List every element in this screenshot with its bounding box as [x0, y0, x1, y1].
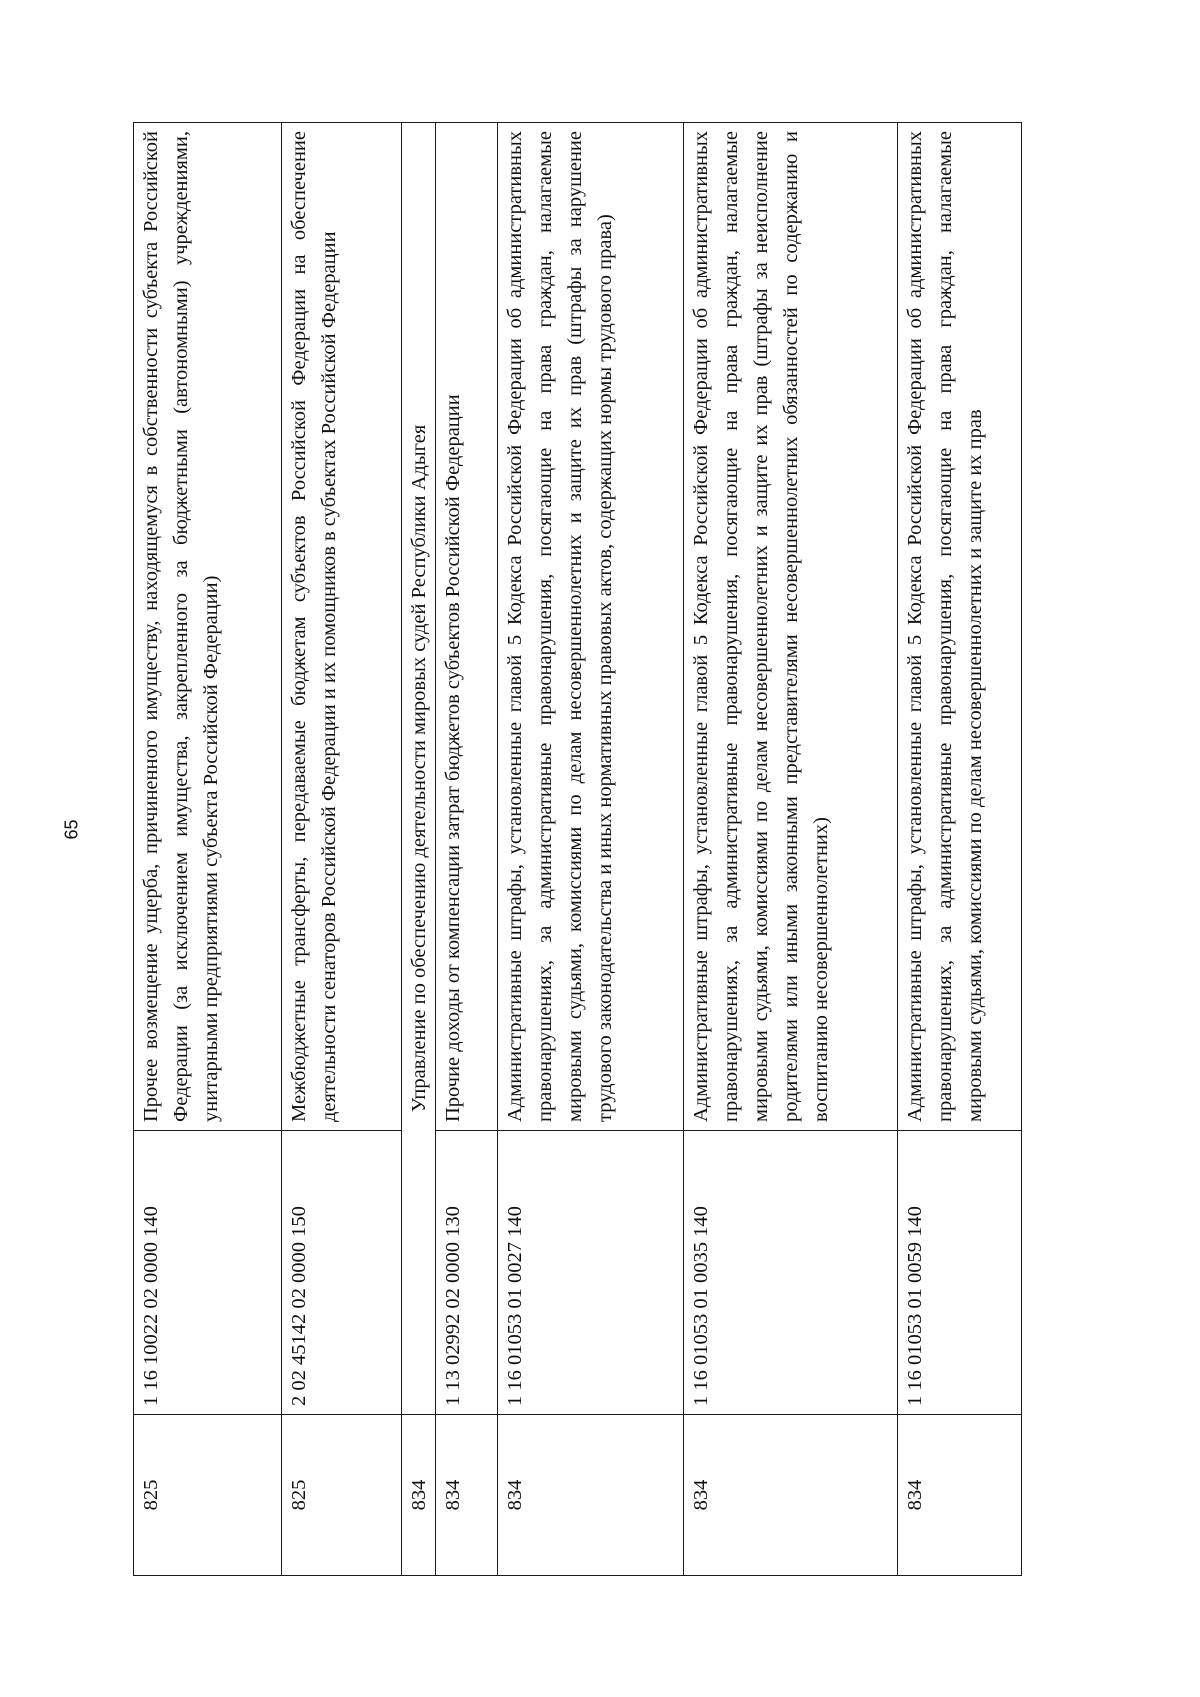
revenue-code-cell: 1 16 01053 01 0059 140 [898, 1131, 1022, 1415]
table-row [898, 123, 1022, 1576]
revenue-code-cell: 1 16 01053 01 0027 140 [498, 1131, 684, 1415]
section-header-cell: Управление по обеспечению деятельности мировых судей Республики Адыгея [402, 123, 436, 1415]
table-row [134, 123, 282, 1576]
table-row [282, 123, 402, 1576]
table-row-section-header [402, 123, 436, 1576]
revenue-code-cell: 1 16 10022 02 0000 140 [134, 1131, 282, 1415]
description-cell: Административные штрафы, установленные главой 5 Кодекса Российской Федерации об административных правонарушениях, за административные правонарушения, посягающие на права граждан, налагаемые мировыми судьями, комиссиями по делам несовершеннолетних и защите их прав (штрафы за нарушение трудового законодательства и иных нормативных правовых актов, содержащих нормы трудового права) [498, 123, 684, 1131]
agency-code-cell: 825 [282, 1415, 402, 1576]
description-cell: Межбюджетные трансферты, передаваемые бюджетам субъектов Российской Федерации на обеспечение деятельности сенаторов Российской Федерации и их помощников в субъектах Российской Федерации [282, 123, 402, 1131]
agency-code-cell: 834 [436, 1415, 498, 1576]
agency-code-cell: 834 [402, 1415, 436, 1576]
description-cell: Прочие доходы от компенсации затрат бюджетов субъектов Российской Федерации [436, 123, 498, 1131]
agency-code-cell: 834 [498, 1415, 684, 1576]
revenue-code-cell: 1 16 01053 01 0035 140 [684, 1131, 898, 1415]
table-row [498, 123, 684, 1576]
page-number: 65 [61, 819, 82, 840]
revenue-codes-table [133, 122, 1022, 1576]
description-cell: Административные штрафы, установленные главой 5 Кодекса Российской Федерации об административных правонарушениях, за административные правонарушения, посягающие на права граждан, налагаемые мировыми судьями, комиссиями по делам несовершеннолетних и защите их прав (штрафы за неисполнение родителями или иными законными представителями несовершеннолетних обязанностей по содержанию и воспитанию несовершеннолетних) [684, 123, 898, 1131]
agency-code-cell: 834 [898, 1415, 1022, 1576]
revenue-code-cell: 2 02 45142 02 0000 150 [282, 1131, 402, 1415]
revenue-code-cell: 1 13 02992 02 0000 130 [436, 1131, 498, 1415]
agency-code-cell: 825 [134, 1415, 282, 1576]
agency-code-cell: 834 [684, 1415, 898, 1576]
rotated-table-container [133, 122, 1069, 1576]
table-row [684, 123, 898, 1576]
description-cell: Прочее возмещение ущерба, причиненного имуществу, находящемуся в собственности субъекта Российской Федерации (за исключением имущества, закрепленного за бюджетными (автономными) учреждениями, унитарными предприятиями субъекта Российской Федерации) [134, 123, 282, 1131]
description-cell: Административные штрафы, установленные главой 5 Кодекса Российской Федерации об административных правонарушениях, за административные правонарушения, посягающие на права граждан, налагаемые мировыми судьями, комиссиями по делам несовершеннолетних и защите их прав [898, 123, 1022, 1131]
table-row [436, 123, 498, 1576]
